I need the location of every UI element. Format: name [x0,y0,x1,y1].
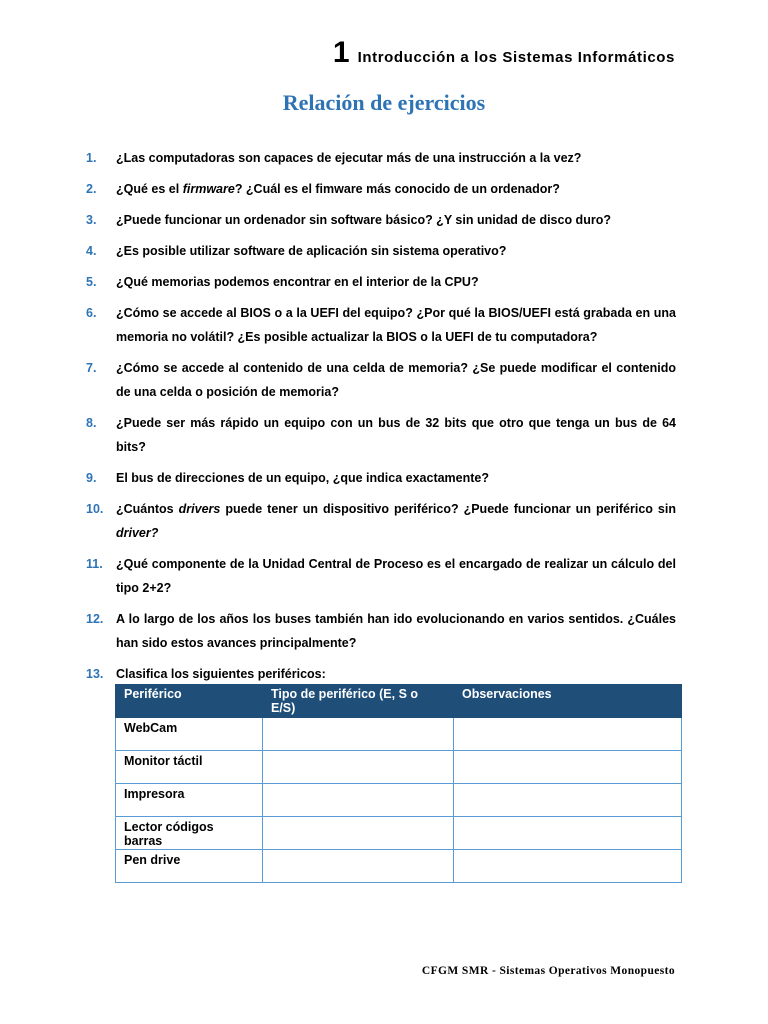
exercise-item [86,208,676,232]
exercise-item [86,411,676,459]
exercise-item [86,239,676,263]
exercise-text-part: ¿Puede funcionar un ordenador sin software básico? ¿Y sin unidad de disco duro? [116,213,611,227]
exercise-text-part: ¿Puede ser más rápido un equipo con un bus de 32 bits que otro que tenga un bus de 64 bits? [116,416,676,454]
exercise-number: 10. [86,502,104,516]
cell-observaciones[interactable] [454,784,682,817]
exercise-text-part: ? ¿Cuál es el fimware más conocido de un ordenador? [234,182,560,196]
exercise-number: 9. [86,471,97,485]
cell-periferico: WebCam [116,718,263,751]
exercise-text-part: ¿Qué memorias podemos encontrar en el interior de la CPU? [116,275,479,289]
exercise-term: drivers [178,502,221,516]
cell-observaciones[interactable] [454,850,682,883]
exercise-number: 5. [86,275,97,289]
cell-periferico: Impresora [116,784,263,817]
cell-tipo[interactable] [263,817,454,850]
exercise-text-part: ¿Cómo se accede al contenido de una celda de memoria? ¿Se puede modificar el contenido de una celda o posición de memoria? [116,361,676,399]
exercise-text [116,239,676,263]
exercise-number: 2. [86,182,97,196]
header-tipo: Tipo de periférico (E, S o E/S) [263,685,454,718]
table-row [116,817,682,850]
exercise-text-part: ¿Es posible utilizar software de aplicación sin sistema operativo? [116,244,507,258]
page-header [333,36,675,70]
table-header-row [116,685,682,718]
exercise-text [116,270,676,294]
page-title: Relación de ejercicios [282,90,486,115]
exercise-number: 13. [86,667,104,681]
exercise-item [86,301,676,349]
exercise-item [86,177,676,201]
exercise-list [86,146,676,693]
exercise-term: firmware [182,182,235,196]
page-footer: CFGM SMR - Sistemas Operativos Monopuesto [421,965,675,977]
exercise-item [86,607,676,655]
table-row [116,718,682,751]
header-observaciones: Observaciones [454,685,682,718]
header-periferico: Periférico [116,685,263,718]
exercise-number: 6. [86,306,97,320]
exercise-number: 7. [86,361,97,375]
exercise-text [116,497,676,545]
cell-observaciones[interactable] [454,718,682,751]
exercise-text-part: El bus de direcciones de un equipo, ¿que indica exactamente? [116,471,490,485]
cell-periferico: Lector códigos barras [116,817,263,850]
cell-observaciones[interactable] [454,751,682,784]
exercise-text-part: ¿Cómo se accede al BIOS o a la UEFI del equipo? ¿Por qué la BIOS/UEFI está grabada en una memoria no volátil? ¿Es posible actualizar la BIOS o la UEFI de tu computadora? [116,306,676,344]
exercise-item [86,146,676,170]
table-row [116,751,682,784]
exercise-text-part: puede tener un dispositivo periférico? ¿Puede funcionar un periférico sin [220,502,676,516]
table-row [116,850,682,883]
peripherals-table [115,684,682,883]
cell-periferico: Monitor táctil [116,751,263,784]
exercise-text-part: ¿Cuántos [116,502,179,516]
exercise-number: 4. [86,244,97,258]
exercise-item [86,662,676,686]
exercise-item [86,552,676,600]
cell-periferico: Pen drive [116,850,263,883]
exercise-text [116,177,676,201]
exercise-text-part: ¿Qué componente de la Unidad Central de Proceso es el encargado de realizar un cálculo del tipo 2+2? [116,557,676,595]
cell-observaciones[interactable] [454,817,682,850]
exercise-item [86,466,676,490]
cell-tipo[interactable] [263,751,454,784]
exercise-text-part: ¿Las computadoras son capaces de ejecutar más de una instrucción a la vez? [116,151,582,165]
exercise-term: driver? [116,526,159,540]
exercise-text [116,146,676,170]
exercise-text-part: ¿Qué es el [116,182,183,196]
exercise-text [116,208,676,232]
exercise-item [86,356,676,404]
cell-tipo[interactable] [263,718,454,751]
exercise-text [116,466,676,490]
exercise-number: 11. [86,557,103,571]
exercise-text [116,552,676,600]
exercise-item [86,497,676,545]
chapter-number: 1 [332,36,350,69]
table-row [116,784,682,817]
exercise-text [116,356,676,404]
exercise-text [116,662,676,686]
chapter-title: Introducción a los Sistemas Informáticos [357,49,675,66]
exercise-number: 8. [86,416,97,430]
exercise-number: 1. [86,151,97,165]
cell-tipo[interactable] [263,784,454,817]
exercise-text-part: Clasifica los siguientes periféricos: [116,667,326,681]
exercise-text-part: A lo largo de los años los buses también han ido evolucionando en varios sentidos. ¿Cuáles han sido estos avances principalmente? [116,612,676,650]
exercise-item [86,270,676,294]
exercise-text [116,411,676,459]
exercise-text [116,607,676,655]
cell-tipo[interactable] [263,850,454,883]
exercise-number: 12. [86,612,104,626]
exercise-text [116,301,676,349]
exercise-number: 3. [86,213,97,227]
